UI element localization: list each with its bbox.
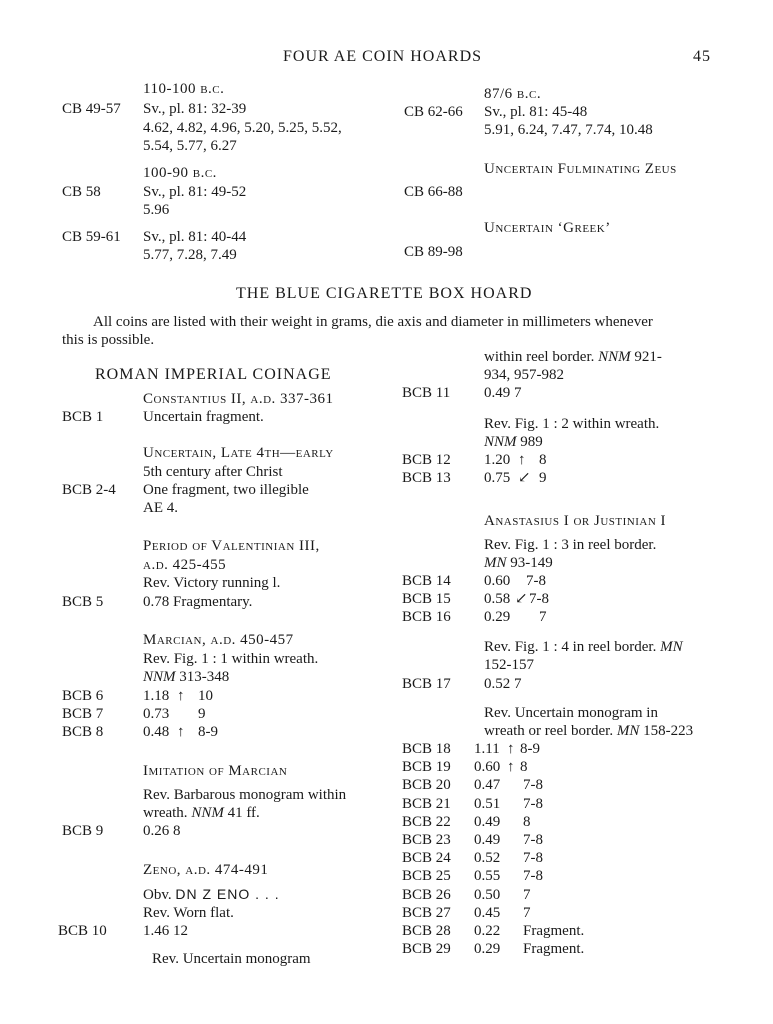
catalog-id: BCB 20 [402, 777, 451, 793]
diameter: 7 [539, 609, 547, 625]
reverse-desc-text: wreath. [143, 805, 192, 821]
weight: 0.52 [474, 850, 501, 866]
catalog-id: BCB 16 [402, 609, 451, 625]
catalog-id: BCB 18 [402, 741, 451, 757]
emperor-heading: 5th century after Christ [143, 464, 283, 480]
reverse-desc: Rev. Fig. 1 : 2 within wreath. [484, 416, 660, 432]
catalog-ref: Sv., pl. 81: 45-48 [484, 104, 588, 120]
reference [484, 554, 553, 572]
weight: 0.49 [474, 832, 501, 848]
diameter: 7-8 [529, 591, 549, 607]
weights: 5.96 [143, 202, 170, 218]
entry-text: 0.26 8 [143, 823, 181, 839]
emperor-heading: Imitation of Marcian [143, 763, 288, 779]
weight: 0.58 [484, 591, 511, 607]
intro-text: this is possible. [62, 332, 155, 348]
weights: 5.77, 7.28, 7.49 [143, 247, 237, 263]
weight: 1.18 [143, 688, 170, 704]
die-axis-arrow-icon: ↙ [518, 470, 531, 486]
reverse-desc [143, 804, 260, 822]
reverse-desc: Rev. Fig. 1 : 3 in reel border. [484, 537, 657, 553]
diameter: 10 [198, 688, 213, 704]
intro-text: All coins are listed with their weight in grams, die axis and diameter in millimeters whenever [93, 314, 653, 330]
catalog-id: BCB 2-4 [62, 482, 116, 498]
section-title: THE BLUE CIGARETTE BOX HOARD [236, 285, 533, 302]
reference-range: 989 [516, 434, 543, 450]
diameter: 9 [539, 470, 547, 486]
catalog-id: CB 59-61 [62, 229, 121, 245]
catalog-id: BCB 13 [402, 470, 451, 486]
catalog-id: BCB 21 [402, 796, 451, 812]
page-number: 45 [693, 48, 711, 65]
date-heading: 87/6 b.c. [484, 86, 542, 102]
catalog-id: BCB 15 [402, 591, 451, 607]
catalog-id: CB 89-98 [404, 244, 463, 260]
die-axis-arrow-icon: ↑ [177, 688, 185, 704]
catalog-id: BCB 27 [402, 905, 451, 921]
coinage-heading: ROMAN IMPERIAL COINAGE [95, 366, 332, 383]
catalog-id: BCB 1 [62, 409, 104, 425]
reverse-desc-text: Rev. Fig. 1 : 4 in reel border. [484, 639, 661, 655]
catalog-id: CB 62-66 [404, 104, 463, 120]
reference-abbrev: MN [616, 723, 640, 739]
reverse-desc: Rev. Uncertain monogram in [484, 705, 658, 721]
weight: 0.29 [484, 609, 511, 625]
reverse-desc: Rev. Barbarous monogram within [143, 787, 347, 803]
diameter: Fragment. [523, 923, 585, 939]
emperor-heading: Anastasius I or Justinian I [484, 513, 667, 529]
emperor-heading: Marcian, a.d. 450-457 [143, 632, 294, 648]
reference-abbrev: NNM [484, 434, 517, 450]
subheading: Uncertain Fulminating Zeus [484, 161, 677, 177]
reference-abbrev: NNM [143, 669, 176, 685]
reference-abbrev: MN [660, 639, 683, 655]
catalog-id: BCB 23 [402, 832, 451, 848]
diameter: 7-8 [523, 796, 543, 812]
weight: 0.22 [474, 923, 501, 939]
obverse-desc [143, 885, 280, 904]
catalog-id: BCB 14 [402, 573, 451, 589]
reverse-desc: Rev. Worn flat. [143, 905, 234, 921]
date-heading: 100-90 b.c. [143, 165, 217, 181]
emperor-heading: Zeno, a.d. 474-491 [143, 862, 269, 878]
emperor-heading: Uncertain, Late 4th—early [143, 445, 334, 461]
weight: 1.11 [474, 741, 500, 757]
catalog-id: BCB 24 [402, 850, 451, 866]
diameter: 7 [523, 887, 531, 903]
emperor-heading: Constantius II, a.d. 337-361 [143, 391, 334, 407]
catalog-id: BCB 19 [402, 759, 451, 775]
reference-abbrev: NNM [191, 805, 224, 821]
catalog-id: BCB 6 [62, 688, 104, 704]
obverse-label: Obv. [143, 887, 176, 903]
reverse-desc-text: wreath or reel border. [484, 723, 617, 739]
die-axis-arrow-icon: ↑ [177, 724, 185, 740]
reverse-desc [484, 722, 693, 740]
entry-text: 0.49 7 [484, 385, 522, 401]
weight: 0.75 [484, 470, 511, 486]
entry-text: 1.46 12 [143, 923, 188, 939]
reference-range: 41 ff. [223, 805, 260, 821]
reference-range: 313-348 [175, 669, 230, 685]
diameter: 7 [523, 905, 531, 921]
reverse-desc: Rev. Uncertain monogram [152, 951, 311, 967]
reference: 152-157 [484, 657, 534, 673]
entry-text: AE 4. [143, 500, 178, 516]
catalog-id: CB 49-57 [62, 101, 121, 117]
catalog-id: BCB 5 [62, 594, 104, 610]
reference-abbrev: NNM [598, 349, 631, 365]
emperor-heading: Period of Valentinian III, [143, 538, 320, 554]
entry-text: 0.78 Fragmentary. [143, 594, 253, 610]
weight: 0.49 [474, 814, 501, 830]
die-axis-arrow-icon: ↑ [507, 741, 515, 757]
entry-text: Uncertain fragment. [143, 409, 264, 425]
catalog-id: BCB 25 [402, 868, 451, 884]
catalog-id: BCB 12 [402, 452, 451, 468]
diameter: 7-8 [526, 573, 546, 589]
reference [484, 433, 543, 451]
diameter: 8 [539, 452, 547, 468]
catalog-id: BCB 10 [58, 923, 107, 939]
catalog-id: BCB 9 [62, 823, 104, 839]
subheading: Uncertain ‘Greek’ [484, 220, 611, 236]
catalog-id: BCB 17 [402, 676, 451, 692]
weight: 0.60 [474, 759, 501, 775]
running-header: FOUR AE COIN HOARDS [283, 48, 483, 65]
emperor-heading: a.d. 425-455 [143, 557, 227, 573]
weight: 0.73 [143, 706, 170, 722]
catalog-ref: Sv., pl. 81: 40-44 [143, 229, 247, 245]
reference-range: 158-223 [639, 723, 694, 739]
reference-abbrev: MN [484, 555, 507, 571]
weights: 5.91, 6.24, 7.47, 7.74, 10.48 [484, 122, 653, 138]
catalog-id: BCB 7 [62, 706, 104, 722]
weights: 4.62, 4.82, 4.96, 5.20, 5.25, 5.52, [143, 120, 342, 136]
catalog-id: CB 66-88 [404, 184, 463, 200]
weights: 5.54, 5.77, 6.27 [143, 138, 237, 154]
catalog-id: CB 58 [62, 184, 101, 200]
weight: 0.55 [474, 868, 501, 884]
diameter: 8-9 [198, 724, 218, 740]
entry-text: 0.52 7 [484, 676, 522, 692]
catalog-id: BCB 28 [402, 923, 451, 939]
die-axis-arrow-icon: ↑ [507, 759, 515, 775]
catalog-ref: Sv., pl. 81: 49-52 [143, 184, 247, 200]
weight: 1.20 [484, 452, 511, 468]
date-heading: 110-100 b.c. [143, 81, 225, 97]
diameter: Fragment. [523, 941, 585, 957]
diameter: 8-9 [520, 741, 540, 757]
catalog-id: BCB 22 [402, 814, 451, 830]
weight: 0.50 [474, 887, 501, 903]
catalog-id: BCB 8 [62, 724, 104, 740]
diameter: 7-8 [523, 777, 543, 793]
diameter: 7-8 [523, 868, 543, 884]
die-axis-arrow-icon: ↙ [515, 591, 528, 607]
weight: 0.45 [474, 905, 501, 921]
diameter: 7-8 [523, 832, 543, 848]
reverse-desc-text: within reel border. [484, 349, 599, 365]
reference [143, 668, 229, 686]
weight: 0.47 [474, 777, 501, 793]
weight: 0.29 [474, 941, 501, 957]
catalog-id: BCB 29 [402, 941, 451, 957]
diameter: 8 [520, 759, 528, 775]
catalog-ref: Sv., pl. 81: 32-39 [143, 101, 247, 117]
diameter: 9 [198, 706, 206, 722]
reference-range: 93-149 [506, 555, 553, 571]
reverse-desc: Rev. Fig. 1 : 1 within wreath. [143, 651, 319, 667]
diameter: 7-8 [523, 850, 543, 866]
catalog-id: BCB 26 [402, 887, 451, 903]
catalog-id: BCB 11 [402, 385, 451, 401]
legend-text: DN Z ENO . . . [175, 886, 280, 902]
entry-text: One fragment, two illegible [143, 482, 309, 498]
die-axis-arrow-icon: ↑ [518, 452, 526, 468]
reverse-desc: Rev. Victory running l. [143, 575, 281, 591]
weight: 0.51 [474, 796, 501, 812]
reverse-desc [484, 348, 662, 366]
diameter: 8 [523, 814, 531, 830]
weight: 0.48 [143, 724, 170, 740]
reference-range: 921- [630, 349, 662, 365]
weight: 0.60 [484, 573, 511, 589]
reference: 934, 957-982 [484, 367, 564, 383]
reverse-desc [484, 638, 683, 656]
